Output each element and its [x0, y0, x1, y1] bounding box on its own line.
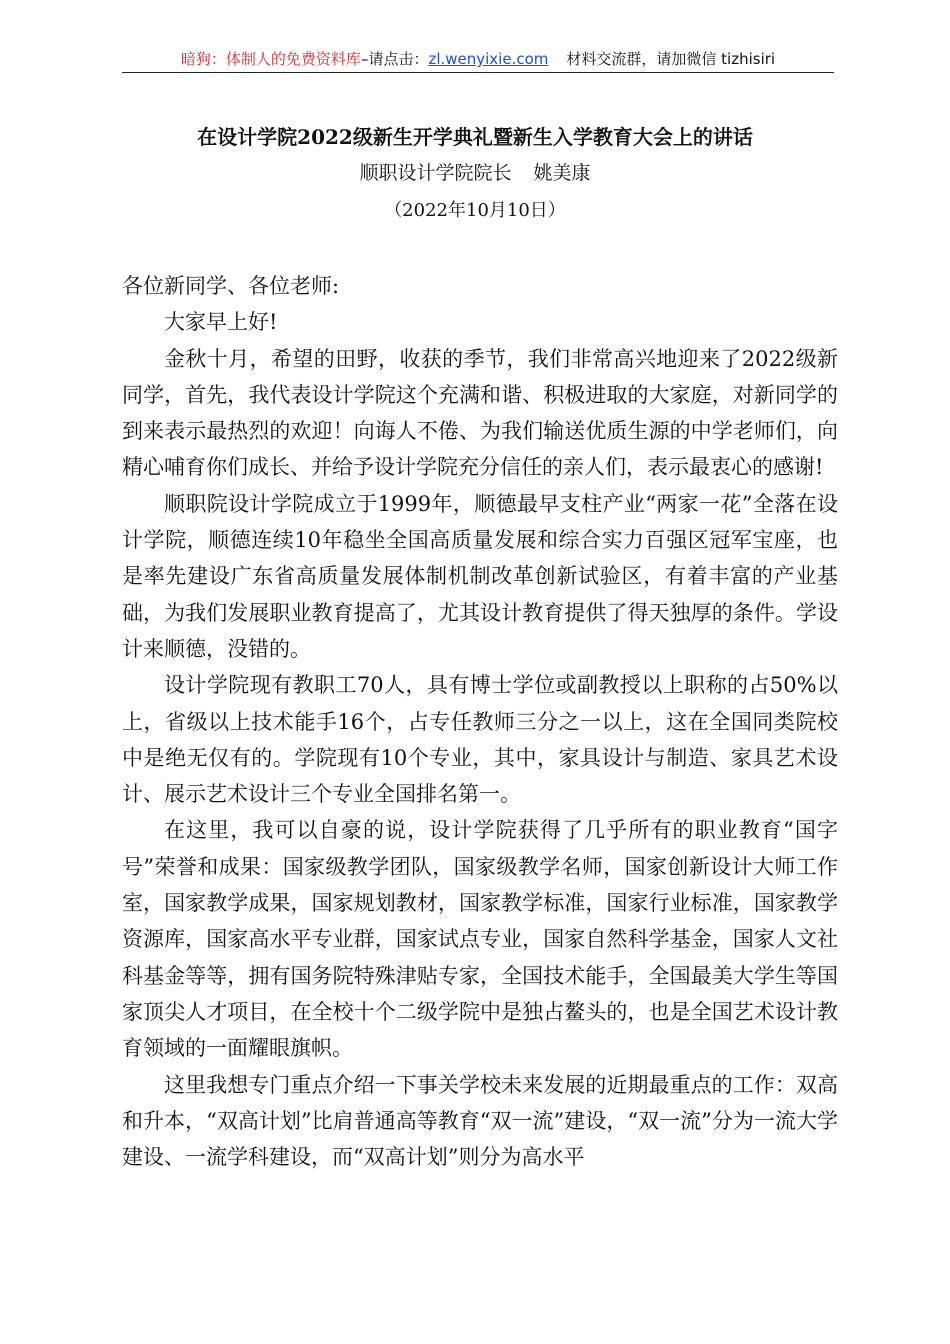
- header-divider: [122, 72, 834, 73]
- document-author: [0, 158, 950, 188]
- document-title: 在设计学院2022级新生开学典礼暨新生入学教育大会上的讲话: [197, 125, 753, 149]
- paragraph: 金秋十月，希望的田野，收获的季节，我们非常高兴地迎来了2022级新同学，首先，我代表设计学院这个充满和谐、积极进取的大家庭，对新同学的到来表示最热烈的欢迎！向诲人不倦、为我们输送优质生源的中学老师们，向精心哺育你们成长、并给予设计学院充分信任的亲人们，表示最衷心的感谢!: [122, 346, 838, 480]
- paragraph: 大家早上好!: [164, 310, 278, 335]
- header-click-text: –请点击：: [360, 50, 429, 68]
- paragraph: 设计学院现有教职工70人，具有博士学位或副教授以上职称的占50%以上，省级以上技术能手16个，占专任教师三分之一以上，这在全国同类院校中是绝无仅有的。学院现有10个专业，其中，家具设计与制造、家具艺术设计、展示艺术设计三个专业全国排名第一。: [122, 673, 838, 807]
- watermark-header: [122, 46, 834, 72]
- paragraph: 在这里，我可以自豪的说，设计学院获得了几乎所有的职业教育“国字号”荣誉和成果：国家级教学团队，国家级教学名师，国家创新设计大师工作室，国家教学成果，国家规划教材，国家教学标准，国家行业标准，国家教学资源库，国家高水平专业群，国家试点专业，国家自然科学基金，国家人文社科基金等等，拥有国务院特殊津贴专家，全国技术能手，全国最美大学生等国家顶尖人才项目，在全校十个二级学院中是独占鳌头的，也是全国艺术设计教育领域的一面耀眼旗帜。: [122, 818, 838, 1061]
- header-link[interactable]: zl.wenyixie.com: [428, 50, 549, 68]
- paragraph: 顺职院设计学院成立于1999年，顺德最早支柱产业“两家一花”全落在设计学院，顺德连续10年稳坐全国高质量发展和综合实力百强区冠军宝座，也是率先建设广东省高质量发展体制机制改革创新试验区，有着丰富的产业基础，为我们发展职业教育提高了，尤其设计教育提供了得天独厚的条件。学设计来顺德，没错的。: [122, 491, 838, 661]
- salutation: 各位新同学、各位老师:: [122, 274, 340, 298]
- author-role: 顺职设计学院院长: [359, 162, 512, 184]
- paragraph: 这里我想专门重点介绍一下事关学校未来发展的近期最重点的工作：双高和升本，“双高计划”比肩普通高等教育“双一流”建设，“双一流”分为一流大学建设、一流学科建设，而“双高计划”则分为高水平: [122, 1072, 838, 1170]
- document-body: [122, 268, 838, 1175]
- author-name: 姚美康: [533, 162, 591, 184]
- header-brand: 暗狗：体制人的免费资料库: [180, 50, 361, 68]
- header-contact: 材料交流群，请加微信 tizhisiri: [566, 50, 776, 68]
- document-date: （2022年10月10日）: [384, 200, 566, 221]
